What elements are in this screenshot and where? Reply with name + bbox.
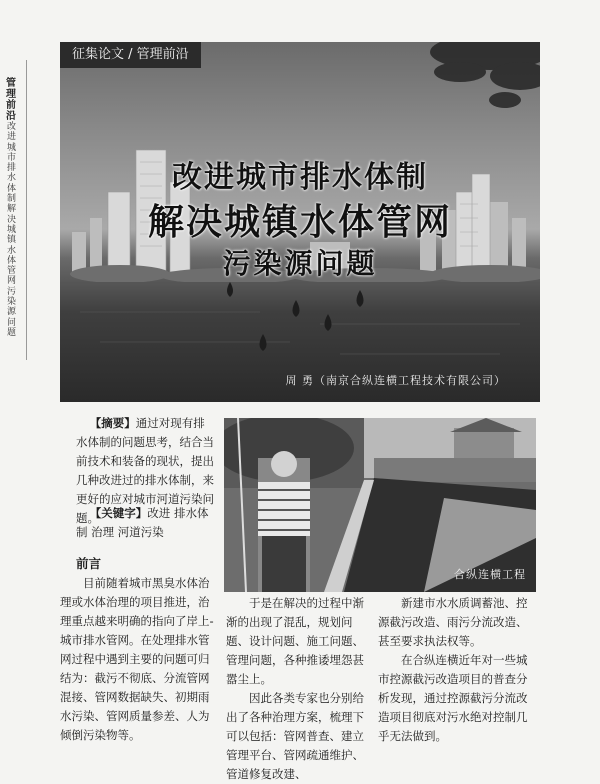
- keywords-text: 改进 排水体制 治理 河道污染: [76, 506, 209, 539]
- right-paragraph-2: 在合纵连横近年对一些城市控源截污改造项目的普查分析发现，通过控源截污分流改造项目彻底对污水绝对控制几乎无法做到。: [378, 653, 528, 743]
- middle-paragraph-2: 因此各类专家也分别给出了各种治理方案，梳理下可以包括：管网普查、建立管理平台、管网疏通维护、管道修复改建、: [226, 691, 364, 781]
- photo-watermark: 合纵连横工程: [454, 568, 526, 581]
- column-tag: 征集论文 / 管理前沿: [60, 42, 201, 68]
- right-column: [378, 594, 538, 746]
- article-title-line-1: 改进城市排水体制: [172, 160, 428, 195]
- section-heading-intro: 前言: [76, 556, 102, 571]
- abstract-text: 通过对现有排水体制的问题思考，结合当前技术和装备的现状，提出几种改进过的排水体制，来更好的应对城市河道污染问题。: [76, 416, 214, 525]
- hero-banner: [60, 42, 540, 402]
- running-head-title: 管理前沿: [6, 78, 16, 122]
- keywords-label: 【关键字】: [89, 506, 148, 520]
- article-title-line-3: 污染源问题: [222, 247, 378, 280]
- running-head-subtitle: 改进城市排水体制 解决城镇水体管网污染源问题: [7, 122, 17, 338]
- author-line: 周 勇（南京合纵连横工程技术有限公司）: [285, 374, 506, 387]
- intro-paragraph: 目前随着城市黑臭水体治理或水体治理的项目推进，治理重点越来明确的指向了岸上-城市排水管网。在处理排水管网过程中遇到主要的问题可归结为：截污不彻底、分流管网混接、管网数据缺失、初期雨水污染、管网质量参差、人为倾倒污染物等。: [60, 576, 214, 742]
- middle-column: [226, 594, 372, 784]
- article-photo: [224, 418, 536, 592]
- right-paragraph-1: 新建市水水质调蓄池、控源截污改造、雨污分流改造、甚至要求执法权等。: [378, 596, 528, 648]
- article-title-line-2: 解决城镇水体管网: [147, 202, 452, 243]
- keywords: [76, 504, 216, 542]
- middle-paragraph-1: 于是在解决的过程中渐渐的出现了混乱，规划问题、设计问题、施工问题、管理问题，各种推诿埋怨甚嚣尘上。: [226, 596, 364, 686]
- abstract-label: 【摘要】: [89, 416, 136, 430]
